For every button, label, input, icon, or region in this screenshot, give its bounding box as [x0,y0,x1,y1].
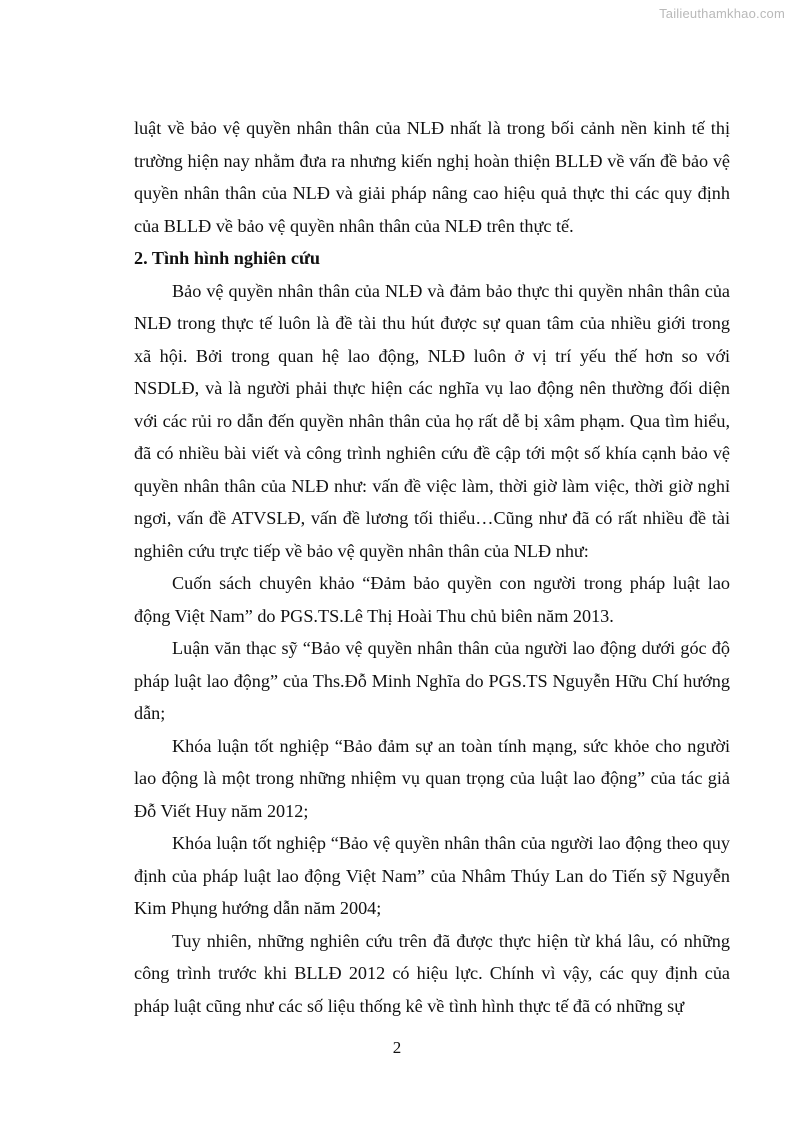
page-number: 2 [392,1038,402,1057]
paragraph-reference-graduation-1: Khóa luận tốt nghiệp “Bảo đảm sự an toàn tính mạng, sức khỏe cho người lao động là một trong những nhiệm vụ quan trọng của luật lao động” của tác giả Đỗ Viết Huy năm 2012; [134,735,730,821]
paragraph-reference-thesis: Luận văn thạc sỹ “Bảo vệ quyền nhân thân của người lao động dưới góc độ pháp luật lao động” của Ths.Đỗ Minh Nghĩa do PGS.TS Nguyễn Hữu Chí hướng dẫn; [134,638,730,723]
document-body [134,112,730,1022]
paragraph-continuation: luật về bảo vệ quyền nhân thân của NLĐ nhất là trong bối cảnh nền kinh tế thị trường hiện nay nhằm đưa ra nhưng kiến nghị hoàn thiện BLLĐ về vấn đề bảo vệ quyền nhân thân của NLĐ và giải pháp nâng cao hiệu quả thực thi các quy định của BLLĐ về bảo vệ quyền nhân thân của NLĐ trên thực tế. [134,118,730,236]
watermark-text: Tailieuthamkhao.com [659,6,785,21]
paragraph-reference-book: Cuốn sách chuyên khảo “Đảm bảo quyền con người trong pháp luật lao động Việt Nam” do PGS.TS.Lê Thị Hoài Thu chủ biên năm 2013. [134,573,730,626]
paragraph-conclusion: Tuy nhiên, những nghiên cứu trên đã được thực hiện từ khá lâu, có những công trình trước khi BLLĐ 2012 có hiệu lực. Chính vì vậy, các quy định của pháp luật cũng như các số liệu thống kê về tình hình thực tế đã có những sự [134,930,730,1016]
paragraph-reference-graduation-2: Khóa luận tốt nghiệp “Bảo vệ quyền nhân thân của người lao động theo quy định của pháp luật lao động Việt Nam” của Nhâm Thúy Lan do Tiến sỹ Nguyễn Kim Phụng hướng dẫn năm 2004; [134,833,730,918]
paragraph-research-overview: Bảo vệ quyền nhân thân của NLĐ và đảm bảo thực thi quyền nhân thân của NLĐ trong thực tế luôn là đề tài thu hút được sự quan tâm của nhiều giới trong xã hội. Bởi trong quan hệ lao động, NLĐ luôn ở vị trí yếu thế hơn so với NSDLĐ, và là người phải thực hiện các nghĩa vụ lao động nên thường đối diện với các rủi ro dẫn đến quyền nhân thân của họ rất dễ bị xâm phạm. Qua tìm hiểu, đã có nhiều bài viết và công trình nghiên cứu đề cập tới một số khía cạnh bảo vệ quyền nhân thân của NLĐ như: vấn đề việc làm, thời giờ làm việc, thời giờ nghỉ ngơi, vấn đề ATVSLĐ, vấn đề lương tối thiểu…Cũng như đã có rất nhiều đề tài nghiên cứu trực tiếp về bảo vệ quyền nhân thân của NLĐ như: [134,280,730,561]
section-heading: 2. Tình hình nghiên cứu [134,248,320,268]
